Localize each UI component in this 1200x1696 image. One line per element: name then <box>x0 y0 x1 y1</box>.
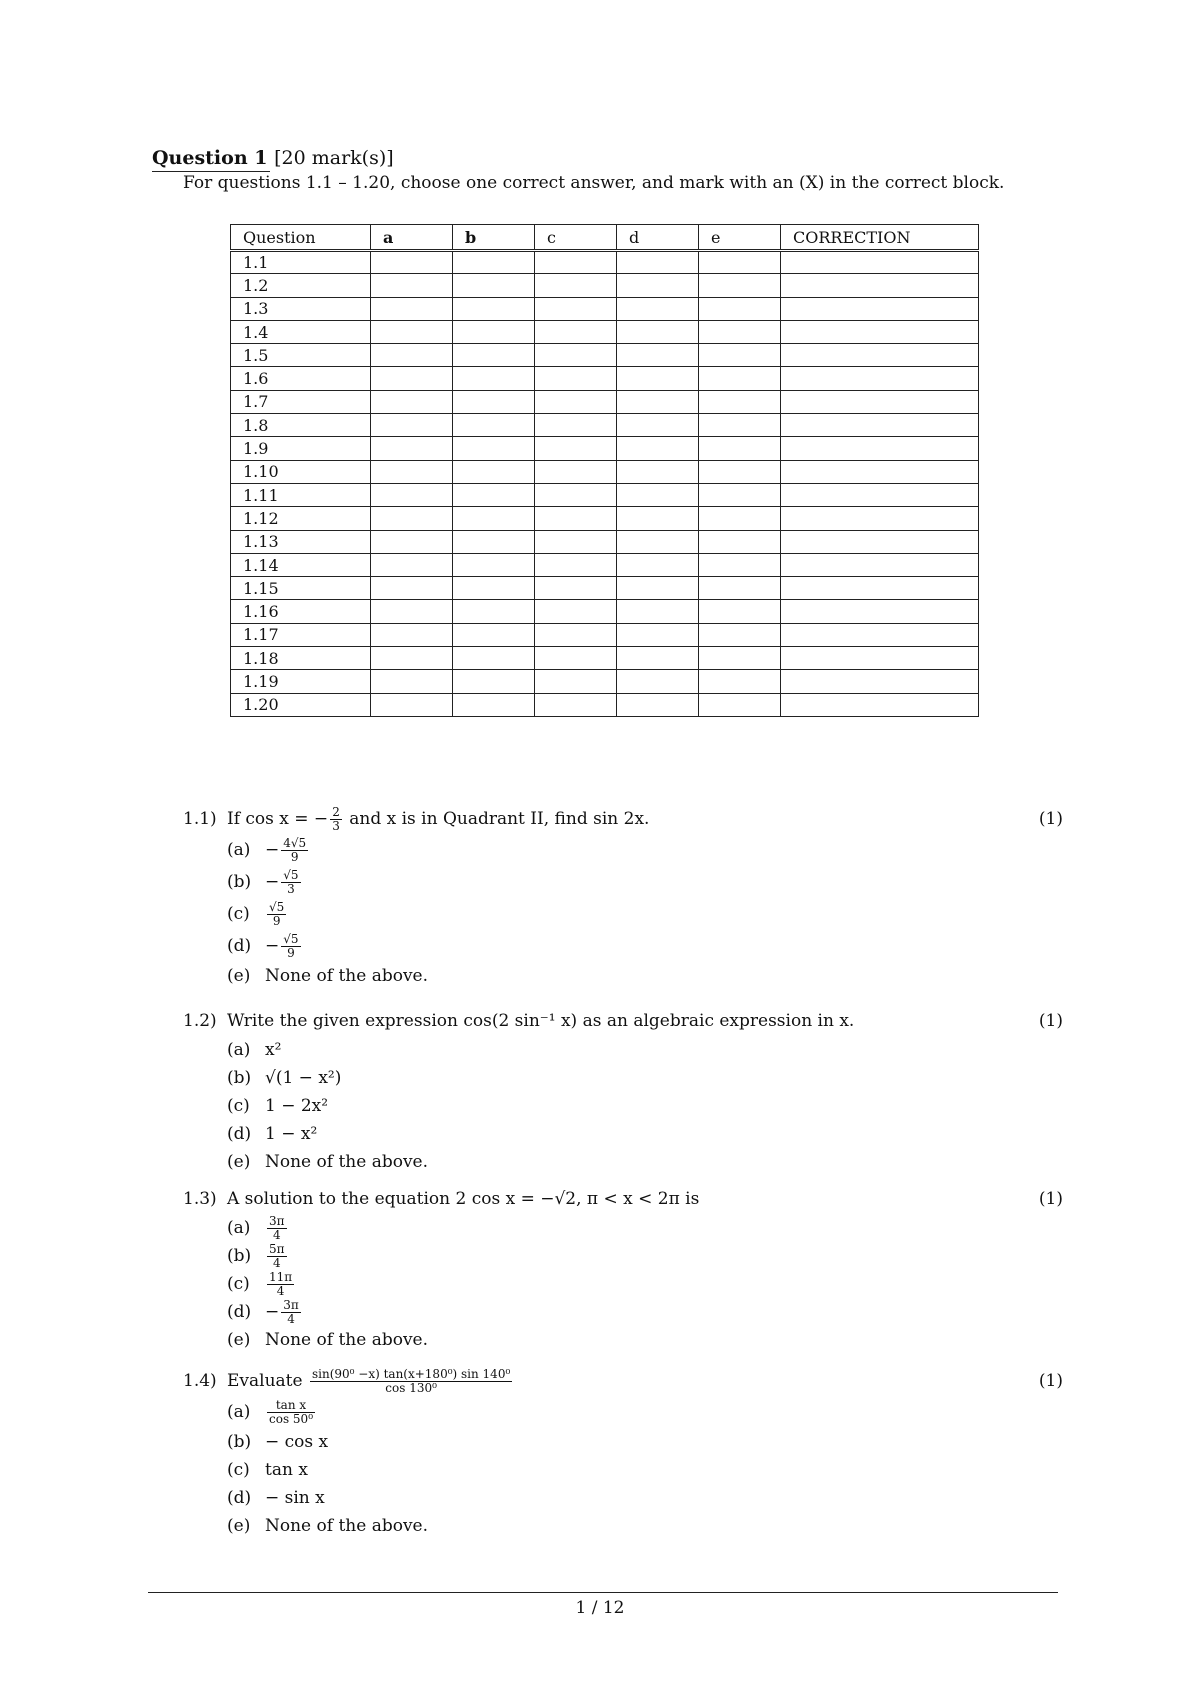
header-e: e <box>699 225 781 251</box>
correction-cell[interactable] <box>781 647 979 670</box>
answer-cell-a[interactable] <box>371 414 453 437</box>
denominator: 3 <box>332 819 340 833</box>
question-1-1 <box>183 804 1063 990</box>
answer-cell-d[interactable] <box>617 530 699 553</box>
denominator: cos 50⁰ <box>269 1412 313 1426</box>
option-text: None of the above. <box>265 1330 429 1350</box>
answer-cell-e[interactable] <box>699 251 781 274</box>
answer-cell-d[interactable] <box>617 670 699 693</box>
answer-cell-a[interactable] <box>371 274 453 297</box>
option-text: − cos x <box>265 1432 329 1452</box>
answer-cell-a[interactable] <box>371 460 453 483</box>
row-question-label: 1.6 <box>231 367 371 390</box>
table-row <box>231 297 979 320</box>
correction-cell[interactable] <box>781 251 979 274</box>
option-fraction <box>281 869 300 896</box>
option-label: (b) <box>227 872 252 892</box>
answer-cell-e[interactable] <box>699 600 781 623</box>
option-label: (a) <box>227 1040 251 1060</box>
denominator: 4 <box>276 1284 285 1298</box>
denominator: 3 <box>287 882 295 896</box>
answer-cell-e[interactable] <box>699 530 781 553</box>
option-label: (a) <box>227 840 251 860</box>
row-question-label: 1.2 <box>231 274 371 297</box>
option-label: (b) <box>227 1246 252 1266</box>
denominator: cos 130⁰ <box>385 1381 437 1395</box>
question-points: (1) <box>1038 809 1063 829</box>
option-c <box>183 1092 1063 1120</box>
heading-underline <box>152 171 270 172</box>
option-d <box>183 1484 1063 1512</box>
option-a <box>183 834 1063 866</box>
table-row <box>231 251 979 274</box>
answer-cell-e[interactable] <box>699 693 781 716</box>
option-b <box>183 866 1063 898</box>
option-label: (d) <box>227 1124 252 1144</box>
option-e <box>183 1512 1063 1540</box>
answer-cell-e[interactable] <box>699 507 781 530</box>
numerator: sin(90⁰ −x) tan(x+180⁰) sin 140⁰ <box>311 1367 511 1381</box>
stem-text: Evaluate <box>227 1371 308 1391</box>
answer-cell-e[interactable] <box>699 483 781 506</box>
header-question: Question <box>231 225 371 251</box>
table-row <box>231 507 979 530</box>
question-points: (1) <box>1038 1011 1063 1031</box>
correction-cell[interactable] <box>781 623 979 646</box>
option-text: None of the above. <box>265 1152 429 1172</box>
answer-cell-b[interactable] <box>453 600 535 623</box>
table-row <box>231 367 979 390</box>
answer-cell-a[interactable] <box>371 647 453 670</box>
answer-cell-b[interactable] <box>453 647 535 670</box>
row-question-label: 1.17 <box>231 623 371 646</box>
answer-cell-d[interactable] <box>617 507 699 530</box>
option-d <box>183 1298 1063 1326</box>
answer-cell-d[interactable] <box>617 647 699 670</box>
stem-text: and x is in Quadrant II, find sin 2x. <box>343 809 650 829</box>
row-question-label: 1.16 <box>231 600 371 623</box>
numerator: √5 <box>283 868 299 882</box>
table-row <box>231 483 979 506</box>
answer-cell-b[interactable] <box>453 274 535 297</box>
option-b <box>183 1428 1063 1456</box>
sign: − <box>265 872 280 892</box>
answer-cell-a[interactable] <box>371 367 453 390</box>
answer-cell-a[interactable] <box>371 530 453 553</box>
table-row <box>231 553 979 576</box>
option-c <box>183 1456 1063 1484</box>
question-stem <box>183 804 1063 834</box>
option-label: (e) <box>227 966 251 986</box>
correction-cell[interactable] <box>781 460 979 483</box>
question-1-4 <box>183 1366 1063 1540</box>
answer-cell-c[interactable] <box>535 367 617 390</box>
answer-cell-a[interactable] <box>371 577 453 600</box>
question-1-3 <box>183 1184 1063 1354</box>
answer-cell-b[interactable] <box>453 507 535 530</box>
option-fraction <box>267 901 286 928</box>
option-label: (e) <box>227 1330 251 1350</box>
answer-cell-e[interactable] <box>699 344 781 367</box>
numerator: 5π <box>269 1242 285 1256</box>
option-d <box>183 930 1063 962</box>
option-label: (c) <box>227 1274 250 1294</box>
option-fraction <box>281 837 308 864</box>
answer-cell-c[interactable] <box>535 390 617 413</box>
correction-cell[interactable] <box>781 530 979 553</box>
answer-cell-b[interactable] <box>453 460 535 483</box>
row-question-label: 1.13 <box>231 530 371 553</box>
row-question-label: 1.19 <box>231 670 371 693</box>
option-c <box>183 1270 1063 1298</box>
answer-cell-c[interactable] <box>535 414 617 437</box>
correction-cell[interactable] <box>781 390 979 413</box>
option-label: (a) <box>227 1402 251 1422</box>
answer-cell-d[interactable] <box>617 297 699 320</box>
row-question-label: 1.8 <box>231 414 371 437</box>
option-text: √(1 − x²) <box>265 1068 342 1088</box>
answer-grid-header <box>231 225 979 251</box>
numerator: 11π <box>269 1270 293 1284</box>
answer-cell-a[interactable] <box>371 344 453 367</box>
table-row <box>231 437 979 460</box>
answer-cell-c[interactable] <box>535 251 617 274</box>
answer-cell-e[interactable] <box>699 437 781 460</box>
page-number: 1 / 12 <box>575 1598 625 1618</box>
answer-cell-e[interactable] <box>699 320 781 343</box>
answer-cell-d[interactable] <box>617 437 699 460</box>
option-text: tan x <box>265 1460 308 1480</box>
option-e <box>183 962 1063 990</box>
table-row <box>231 530 979 553</box>
question-number: 1.1) <box>183 809 217 829</box>
correction-cell[interactable] <box>781 507 979 530</box>
question-stem <box>183 1366 1063 1396</box>
answer-cell-a[interactable] <box>371 483 453 506</box>
correction-cell[interactable] <box>781 367 979 390</box>
answer-cell-c[interactable] <box>535 460 617 483</box>
option-label: (b) <box>227 1432 252 1452</box>
answer-cell-d[interactable] <box>617 390 699 413</box>
answer-cell-b[interactable] <box>453 437 535 460</box>
correction-cell[interactable] <box>781 483 979 506</box>
row-question-label: 1.20 <box>231 693 371 716</box>
sign: − <box>265 840 280 860</box>
answer-cell-d[interactable] <box>617 577 699 600</box>
option-fraction <box>267 1243 287 1270</box>
answer-cell-a[interactable] <box>371 600 453 623</box>
answer-cell-d[interactable] <box>617 460 699 483</box>
answer-cell-a[interactable] <box>371 693 453 716</box>
answer-cell-b[interactable] <box>453 367 535 390</box>
option-b <box>183 1242 1063 1270</box>
row-question-label: 1.15 <box>231 577 371 600</box>
table-row <box>231 693 979 716</box>
header-c: c <box>535 225 617 251</box>
answer-cell-a[interactable] <box>371 623 453 646</box>
option-text: None of the above. <box>265 966 429 986</box>
denominator: 4 <box>272 1228 281 1242</box>
answer-cell-e[interactable] <box>699 390 781 413</box>
answer-cell-b[interactable] <box>453 693 535 716</box>
question-stem <box>183 1006 1063 1036</box>
row-question-label: 1.3 <box>231 297 371 320</box>
answer-cell-c[interactable] <box>535 553 617 576</box>
correction-cell[interactable] <box>781 344 979 367</box>
row-question-label: 1.9 <box>231 437 371 460</box>
answer-cell-e[interactable] <box>699 647 781 670</box>
answer-cell-b[interactable] <box>453 553 535 576</box>
answer-cell-e[interactable] <box>699 670 781 693</box>
answer-cell-d[interactable] <box>617 623 699 646</box>
instructions: For questions 1.1 – 1.20, choose one correct answer, and mark with an (X) in the correct block. <box>183 173 1005 193</box>
stem-fraction <box>310 1368 512 1395</box>
answer-cell-c[interactable] <box>535 670 617 693</box>
answer-cell-c[interactable] <box>535 647 617 670</box>
question-title: Question 1 <box>152 147 268 169</box>
option-a <box>183 1036 1063 1064</box>
header-d: d <box>617 225 699 251</box>
answer-cell-c[interactable] <box>535 483 617 506</box>
answer-cell-c[interactable] <box>535 320 617 343</box>
numerator: 2 <box>332 805 340 819</box>
answer-cell-b[interactable] <box>453 251 535 274</box>
denominator: 9 <box>290 850 299 864</box>
answer-cell-e[interactable] <box>699 414 781 437</box>
answer-cell-b[interactable] <box>453 390 535 413</box>
correction-cell[interactable] <box>781 577 979 600</box>
numerator: √5 <box>283 932 299 946</box>
numerator: √5 <box>269 900 285 914</box>
option-label: (c) <box>227 1460 250 1480</box>
answer-cell-d[interactable] <box>617 483 699 506</box>
option-text: − sin x <box>265 1488 325 1508</box>
answer-cell-a[interactable] <box>371 320 453 343</box>
option-fraction <box>267 1271 294 1298</box>
answer-cell-c[interactable] <box>535 530 617 553</box>
correction-cell[interactable] <box>781 320 979 343</box>
answer-cell-b[interactable] <box>453 344 535 367</box>
option-text: None of the above. <box>265 1516 429 1536</box>
option-label: (d) <box>227 1488 252 1508</box>
answer-cell-b[interactable] <box>453 577 535 600</box>
option-text: 1 − 2x² <box>265 1096 329 1116</box>
row-question-label: 1.1 <box>231 251 371 274</box>
row-question-label: 1.11 <box>231 483 371 506</box>
numerator: 3π <box>283 1298 299 1312</box>
option-a <box>183 1396 1063 1428</box>
option-text: x² <box>265 1040 282 1060</box>
stem-text: Write the given expression cos(2 sin⁻¹ x) as an algebraic expression in x. <box>227 1011 855 1031</box>
question-number: 1.4) <box>183 1371 217 1391</box>
row-question-label: 1.14 <box>231 553 371 576</box>
option-label: (e) <box>227 1516 251 1536</box>
question-stem <box>183 1184 1063 1214</box>
stem-text: If cos x = − <box>227 809 329 829</box>
option-label: (a) <box>227 1218 251 1238</box>
answer-cell-d[interactable] <box>617 344 699 367</box>
answer-cell-d[interactable] <box>617 600 699 623</box>
answer-cell-d[interactable] <box>617 414 699 437</box>
answer-cell-c[interactable] <box>535 577 617 600</box>
option-e <box>183 1326 1063 1354</box>
answer-cell-a[interactable] <box>371 390 453 413</box>
answer-cell-c[interactable] <box>535 274 617 297</box>
answer-cell-e[interactable] <box>699 367 781 390</box>
table-row <box>231 623 979 646</box>
table-row <box>231 577 979 600</box>
option-label: (b) <box>227 1068 252 1088</box>
answer-grid <box>230 224 979 717</box>
option-text: 1 − x² <box>265 1124 318 1144</box>
row-question-label: 1.7 <box>231 390 371 413</box>
question-number: 1.3) <box>183 1189 217 1209</box>
option-fraction <box>281 933 300 960</box>
table-row <box>231 670 979 693</box>
correction-cell[interactable] <box>781 274 979 297</box>
row-question-label: 1.12 <box>231 507 371 530</box>
numerator: 3π <box>269 1214 285 1228</box>
answer-cell-a[interactable] <box>371 297 453 320</box>
correction-cell[interactable] <box>781 600 979 623</box>
answer-cell-c[interactable] <box>535 297 617 320</box>
answer-cell-a[interactable] <box>371 553 453 576</box>
denominator: 4 <box>287 1312 295 1326</box>
option-fraction <box>267 1215 287 1242</box>
question-points: (1) <box>1038 1371 1063 1391</box>
table-row <box>231 320 979 343</box>
option-fraction <box>267 1399 315 1426</box>
answer-cell-d[interactable] <box>617 274 699 297</box>
answer-cell-c[interactable] <box>535 600 617 623</box>
answer-cell-d[interactable] <box>617 693 699 716</box>
sign: − <box>265 936 280 956</box>
answer-cell-e[interactable] <box>699 577 781 600</box>
numerator: 4√5 <box>283 836 307 850</box>
answer-cell-e[interactable] <box>699 460 781 483</box>
table-row <box>231 600 979 623</box>
answer-cell-e[interactable] <box>699 623 781 646</box>
option-a <box>183 1214 1063 1242</box>
answer-cell-b[interactable] <box>453 530 535 553</box>
table-row <box>231 647 979 670</box>
answer-cell-d[interactable] <box>617 320 699 343</box>
answer-cell-a[interactable] <box>371 437 453 460</box>
header-a: a <box>371 225 453 251</box>
table-row <box>231 390 979 413</box>
question-heading <box>152 147 394 169</box>
answer-cell-a[interactable] <box>371 670 453 693</box>
answer-cell-b[interactable] <box>453 670 535 693</box>
sign: − <box>265 1302 280 1322</box>
table-row <box>231 414 979 437</box>
answer-cell-d[interactable] <box>617 367 699 390</box>
footer-rule <box>148 1592 1058 1593</box>
option-e <box>183 1148 1063 1176</box>
answer-cell-d[interactable] <box>617 251 699 274</box>
option-label: (d) <box>227 936 252 956</box>
correction-cell[interactable] <box>781 693 979 716</box>
answer-cell-b[interactable] <box>453 483 535 506</box>
answer-cell-e[interactable] <box>699 297 781 320</box>
option-d <box>183 1120 1063 1148</box>
correction-cell[interactable] <box>781 437 979 460</box>
question-points: (1) <box>1038 1189 1063 1209</box>
answer-cell-b[interactable] <box>453 297 535 320</box>
row-question-label: 1.5 <box>231 344 371 367</box>
answer-cell-c[interactable] <box>535 437 617 460</box>
correction-cell[interactable] <box>781 553 979 576</box>
table-row <box>231 344 979 367</box>
denominator: 9 <box>272 914 281 928</box>
option-b <box>183 1064 1063 1092</box>
header-correction: CORRECTION <box>781 225 979 251</box>
denominator: 9 <box>287 946 295 960</box>
stem-text: A solution to the equation 2 cos x = −√2, π < x < 2π is <box>227 1189 700 1209</box>
row-question-label: 1.10 <box>231 460 371 483</box>
answer-cell-d[interactable] <box>617 553 699 576</box>
row-question-label: 1.4 <box>231 320 371 343</box>
table-row <box>231 460 979 483</box>
correction-cell[interactable] <box>781 414 979 437</box>
option-fraction <box>281 1299 301 1326</box>
answer-cell-b[interactable] <box>453 623 535 646</box>
answer-cell-e[interactable] <box>699 274 781 297</box>
option-label: (c) <box>227 904 250 924</box>
question-1-2 <box>183 1006 1063 1176</box>
table-row <box>231 274 979 297</box>
option-label: (c) <box>227 1096 250 1116</box>
option-label: (e) <box>227 1152 251 1172</box>
option-c <box>183 898 1063 930</box>
question-marks: [20 mark(s)] <box>274 147 394 169</box>
answer-cell-b[interactable] <box>453 414 535 437</box>
stem-fraction <box>330 806 342 833</box>
numerator: tan x <box>267 1399 315 1413</box>
answer-cell-e[interactable] <box>699 553 781 576</box>
answer-cell-a[interactable] <box>371 251 453 274</box>
row-question-label: 1.18 <box>231 647 371 670</box>
answer-cell-c[interactable] <box>535 623 617 646</box>
answer-cell-c[interactable] <box>535 507 617 530</box>
answer-cell-b[interactable] <box>453 320 535 343</box>
header-b: b <box>453 225 535 251</box>
question-number: 1.2) <box>183 1011 217 1031</box>
correction-cell[interactable] <box>781 297 979 320</box>
answer-cell-c[interactable] <box>535 693 617 716</box>
option-label: (d) <box>227 1302 252 1322</box>
denominator: 4 <box>272 1256 281 1270</box>
correction-cell[interactable] <box>781 670 979 693</box>
answer-cell-a[interactable] <box>371 507 453 530</box>
answer-cell-c[interactable] <box>535 344 617 367</box>
answer-grid-body <box>231 251 979 717</box>
